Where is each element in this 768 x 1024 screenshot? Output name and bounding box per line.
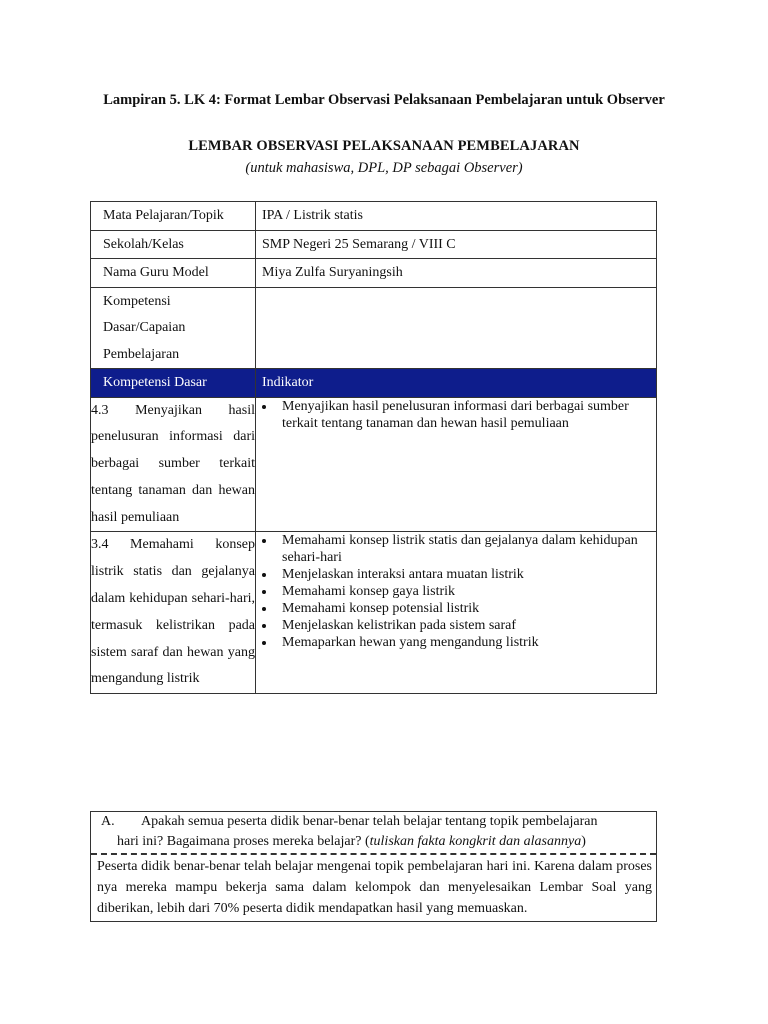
page-subtitle: (untuk mahasiswa, DPL, DP sebagai Observer)	[245, 160, 523, 176]
indicator-item: • Menjelaskan interaksi antara muatan listrik	[276, 566, 656, 583]
observation-table	[90, 201, 657, 694]
kompetensi-label: Kompetensi Dasar/Capaian Pembelajaran	[91, 287, 256, 369]
table-header-row	[91, 369, 657, 398]
page-title: LEMBAR OBSERVASI PELAKSANAAN PEMBELAJARAN	[188, 138, 580, 154]
mapel-label: Mata Pelajaran/Topik	[91, 202, 256, 231]
guru-value: Miya Zulfa Suryaningsih	[256, 259, 657, 288]
indicator-cell	[256, 532, 657, 694]
indicator-item: • Menyajikan hasil penelusuran informasi dari berbagai sumber terkait tentang tanaman dan hewan hasil pemuliaan	[276, 398, 656, 432]
header-indikator: Indikator	[256, 369, 657, 398]
indicator-item: • Memahami konsep listrik statis dan gejalanya dalam kehidupan sehari-hari	[276, 532, 656, 566]
row-sekolah	[91, 230, 657, 259]
kd-row	[91, 397, 657, 532]
row-guru	[91, 259, 657, 288]
question-a-text-2: hari ini? Bagaimana proses mereka belajar? (	[117, 833, 370, 849]
row-mapel	[91, 202, 657, 231]
indicator-list	[256, 532, 656, 651]
indicator-cell	[256, 397, 657, 532]
kompetensi-value	[256, 287, 657, 369]
question-a-text-end: )	[581, 833, 586, 849]
kd-cell: 4.3 Menyajikan hasil penelusuran informasi dari berbagai sumber terkait tentang tanaman dan hewan hasil pemuliaan	[91, 397, 256, 532]
answer-a: Peserta didik benar-benar telah belajar mengenai topik pembelajaran hari ini. Karena dalam proses nya mereka mampu bekerja sama dalam kelompok dan menyelesaikan Lembar Soal yang diberikan, lebih dari 70% peserta didik mendapatkan hasil yang memuaskan.	[97, 859, 652, 916]
question-a-line2	[101, 832, 650, 852]
sekolah-label: Sekolah/Kelas	[91, 230, 256, 259]
question-a-italic: tuliskan fakta kongkrit dan alasannya	[369, 833, 582, 849]
kd-row	[91, 532, 657, 694]
indicator-item: • Menjelaskan kelistrikan pada sistem saraf	[276, 617, 656, 634]
indicator-item: • Memaparkan hewan yang mengandung listrik	[276, 634, 656, 651]
kd-cell: 3.4 Memahami konsep listrik statis dan gejalanya dalam kehidupan sehari-hari, termasuk kelistrikan pada sistem saraf dan hewan yang mengandung listrik	[91, 532, 256, 694]
indicator-item: • Memahami konsep potensial listrik	[276, 600, 656, 617]
indicator-list	[256, 398, 656, 432]
question-a-number: A.	[101, 814, 115, 829]
question-a-text-1: Apakah semua peserta didik benar-benar telah belajar tentang topik pembelajaran	[141, 814, 598, 829]
question-a-box	[90, 811, 657, 922]
guru-label: Nama Guru Model	[91, 259, 256, 288]
header-kompetensi-dasar: Kompetensi Dasar	[91, 369, 256, 398]
row-kompetensi	[91, 287, 657, 369]
question-a	[91, 812, 656, 853]
indicator-item: • Memahami konsep gaya listrik	[276, 583, 656, 600]
question-a-line1	[101, 812, 650, 832]
appendix-heading: Lampiran 5. LK 4: Format Lembar Observasi Pelaksanaan Pembelajaran untuk Observer	[103, 92, 665, 108]
sekolah-value: SMP Negeri 25 Semarang / VIII C	[256, 230, 657, 259]
mapel-value: IPA / Listrik statis	[256, 202, 657, 231]
